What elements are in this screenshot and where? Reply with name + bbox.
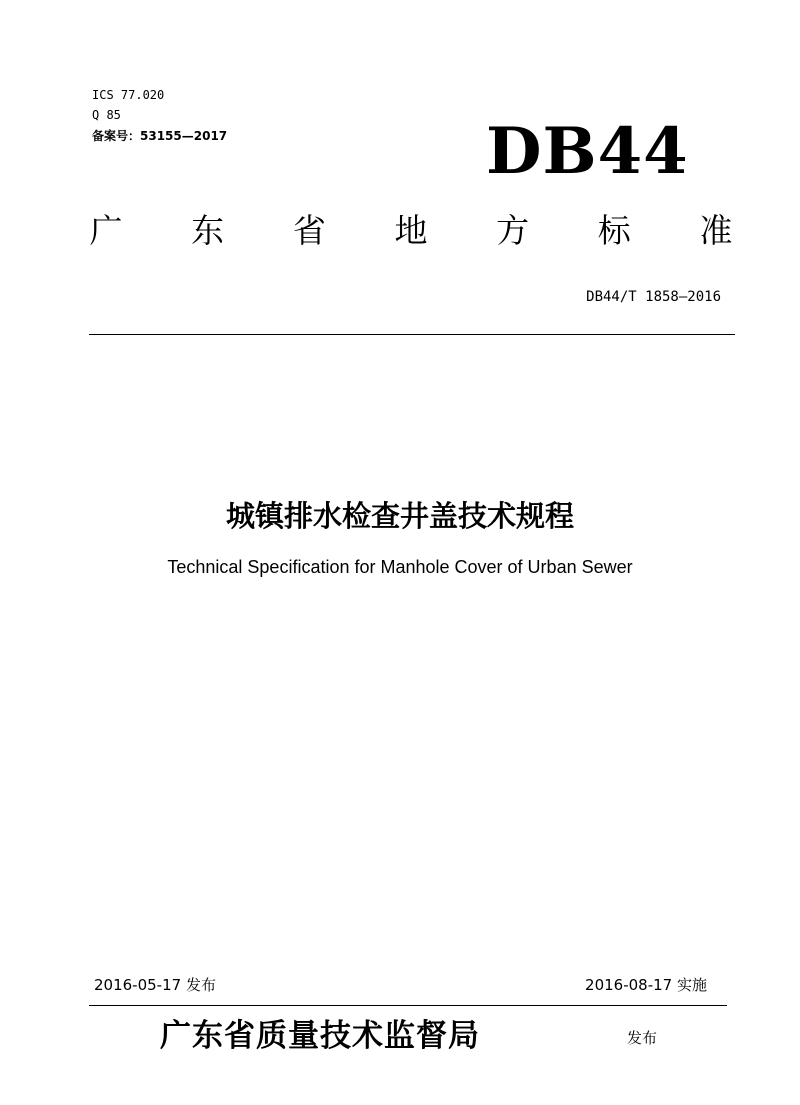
implement-date: 2016-08-17 实施 [585, 976, 707, 994]
publish-date: 2016-05-17 发布 [94, 976, 216, 994]
standard-type-char: 广 [89, 211, 123, 250]
title-chinese: 城镇排水检查井盖技术规程 [225, 499, 574, 533]
footer-divider [89, 1005, 727, 1006]
issue-label: 发布 [627, 1029, 658, 1047]
standard-type-char: 东 [191, 211, 225, 250]
standard-type-char: 地 [394, 211, 428, 250]
issuing-authority: 广东省质量技术监督局 [160, 1018, 480, 1054]
ics-code: ICS 77.020 [92, 88, 165, 102]
standard-number: DB44/T 1858—2016 [586, 289, 721, 305]
standard-type-char: 省 [292, 211, 326, 250]
standard-type-char: 方 [496, 211, 530, 250]
classification-code: Q 85 [92, 108, 121, 122]
standard-type-char: 准 [699, 211, 733, 250]
header-divider [89, 334, 735, 335]
title-english: Technical Specification for Manhole Cover of Urban Sewer [167, 557, 633, 577]
record-number: 备案号：53155—2017 [92, 129, 228, 143]
standard-type-char: 标 [597, 211, 631, 250]
standard-type-heading [86, 208, 736, 254]
db44-logo: DB44 [486, 114, 689, 189]
